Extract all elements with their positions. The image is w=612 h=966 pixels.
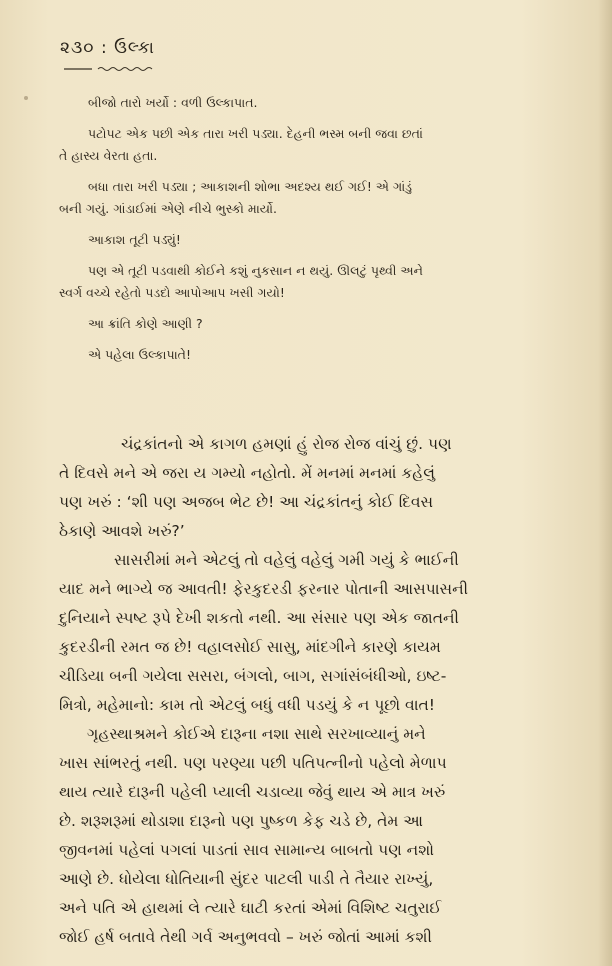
text-line: અને પતિ એ હાથમાં લે ત્યારે ઘાટી કરતાં એમાં વિશિષ્ટ ચતુરાઈ [59,899,442,917]
paper-mark [24,96,28,100]
verse-line: એ પહેલા ઉલ્કાપાતે! [88,347,191,362]
text-line: ગૃહસ્થાશ્રમને કોઈએ દારૂના નશા સાથે સરખાવ્યાનું મને [87,725,426,743]
text-line: તે દિવસે મને એ જરા ય ગમ્યો નહોતો. મેં મનમાં મનમાં કહેલું [59,464,436,482]
text-line: મિત્રો, મહેમાનો: કામ તો એટલું બધું વધી પડયું કે ન પૂછો વાત! [59,696,436,714]
text-line: આણે છે. ધોયેલા ધોતિયાની સુંદર પાટલી પાડી તે તૈયાર રાખ્યું, [59,870,434,888]
italic-verse-block [59,92,558,366]
text-line: જીવનમાં પહેલાં પગલાં પાડતાં સાવ સામાન્ય બાબતો પણ નશો [59,841,435,859]
header-wavy-rule [64,66,162,72]
text-line: ઠેકાણે આવશે ખરું?’ [59,522,185,540]
text-line: ખાસ સાંભરતું નથી. પણ પરણ્યા પછી પતિપત્નીનો પહેલો મેળાપ [59,754,447,772]
text-line: પણ ખરું : ‘શી પણ અજબ ભેટ છે! આ ચંદ્રકાંતનું કોઈ દિવસ [59,493,434,511]
verse-line: પટોપટ એક પછી એક તારા ખરી પડ્યા. દેહની ભસ્મ બની જવા છતાં [88,126,423,141]
text-line: યાદ મને ભાગ્યે જ આવતી! ફેરકુદરડી ફરનાર પોતાની આસપાસની [59,580,469,598]
page-header: ૨૩૦ : ઉલ્કા [60,38,155,58]
text-line: ચીડિયા બની ગયેલા સસરા, બંગલો, બાગ, સગાંસંબંધીઓ, ઇષ્ટ- [59,667,447,685]
verse-line: સ્વર્ગ વચ્ચે રહેતો પડદો આપોઆપ ખસી ગયો! [59,285,285,300]
verse-line: તે હાસ્ય વેરતા હતા. [59,148,158,163]
text-line: કુદરડીની રમત જ છે! વહાલસોઈ સાસુ, માંદગીને કારણે કાયમ [59,638,441,656]
text-line: ચંદ્રકાંતનો એ કાગળ હમણાં હું રોજ રોજ વાંચું છું. પણ [121,435,452,453]
verse-line: આ ક્રાંતિ કોણે આણી ? [88,316,203,331]
text-line: થાય ત્યારે દારૂની પહેલી પ્યાલી ચડાવ્યા જેવું થાય એ માત્ર ખરું [59,783,446,801]
body-text [59,430,559,952]
text-line: જોઈ હર્ષ બતાવે તેથી ગર્વ અનુભવવો – ખરું જોતાં આમાં કશી [59,928,432,946]
verse-line: પણ એ તૂટી પડવાથી કોઈને કશું નુકસાન ન થયું. ઊલટું પૃથ્વી અને [88,263,423,278]
verse-line: બીજો તારો ખર્યો : વળી ઉલ્કાપાત. [88,95,258,110]
page-edge-shadow [598,0,612,966]
text-line: સાસરીમાં મને એટલું તો વહેલું વહેલું ગમી ગયું કે ભાઈની [114,551,459,569]
verse-line: આકાશ તૂટી પડ્યું! [88,232,181,247]
text-line: દુનિયાને સ્પષ્ટ રૂપે દેખી શકતો નથી. આ સંસાર પણ એક જાતની [59,609,459,627]
verse-line: બની ગયું. ગાંડાઈમાં એણે નીચે ભુસ્કો માર્યો. [59,201,277,216]
text-line: છે. શરૂશરૂમાં થોડાશા દારૂનો પણ પુષ્કળ કેફ ચડે છે, તેમ આ [59,812,423,830]
verse-line: બધા તારા ખરી પડ્યા ; આકાશની શોભા અદશ્ય થઈ ગઈ! એ ગાંડું [88,179,413,194]
